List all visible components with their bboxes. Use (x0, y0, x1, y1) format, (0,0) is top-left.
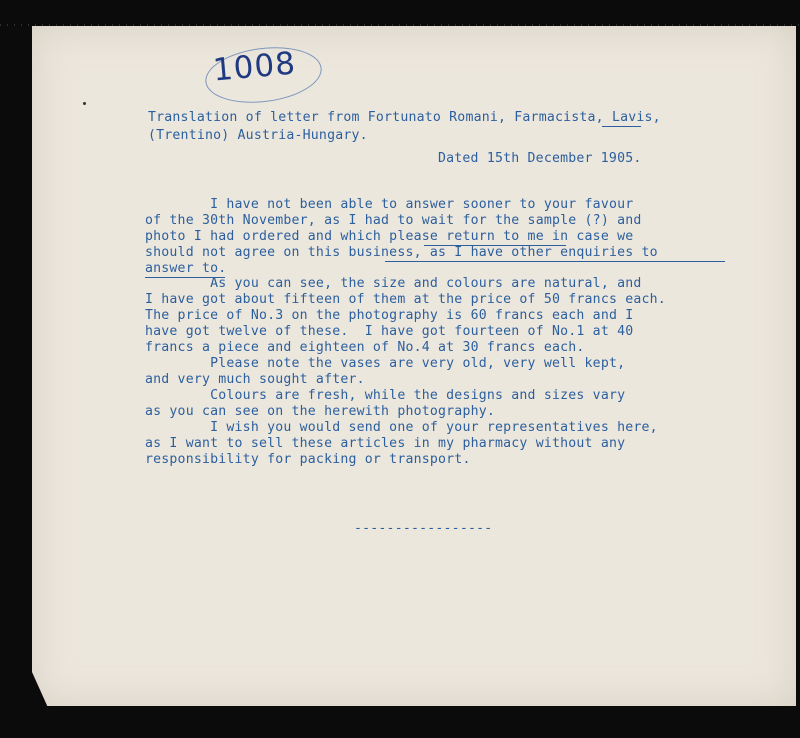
archive-number: 1008 (211, 45, 298, 89)
top-border (0, 0, 800, 26)
body-line-5: answer to. (145, 261, 227, 276)
ruler-edge (0, 24, 800, 26)
underline-lavis (602, 126, 641, 127)
body-line-7: I have got about fifteen of them at the price of 50 francs each. (145, 292, 666, 307)
heading-line-2: (Trentino) Austria-Hungary. (148, 128, 368, 143)
date-line: Dated 15th December 1905. (438, 151, 642, 166)
body-line-3: photo I had ordered and which please return to me in case we (145, 229, 634, 244)
closing-separator: ----------------- (354, 521, 493, 536)
body-line-14: as you can see on the herewith photography. (145, 404, 496, 419)
body-line-9: have got twelve of these. I have got fourteen of No.1 at 40 (145, 324, 634, 339)
paper-mark (83, 102, 86, 105)
heading-line-1: Translation of letter from Fortunato Romani, Farmacista, Lavis, (148, 110, 661, 125)
body-line-1: I have not been able to answer sooner to your favour (145, 197, 634, 212)
body-line-2: of the 30th November, as I had to wait for the sample (?) and (145, 213, 642, 228)
body-line-13: Colours are fresh, while the designs and sizes vary (145, 388, 626, 403)
body-line-4: should not agree on this business, as I have other enquiries to (145, 245, 658, 260)
underline-other-enquiries (385, 261, 725, 262)
body-line-16: as I want to sell these articles in my pharmacy without any (145, 436, 626, 451)
body-line-11: Please note the vases are very old, very well kept, (145, 356, 626, 371)
body-line-15: I wish you would send one of your representatives here, (145, 420, 658, 435)
body-line-10: francs a piece and eighteen of No.4 at 30 francs each. (145, 340, 585, 355)
body-line-6: As you can see, the size and colours are natural, and (145, 276, 642, 291)
body-line-17: responsibility for packing or transport. (145, 452, 471, 467)
body-line-12: and very much sought after. (145, 372, 365, 387)
body-line-8: The price of No.3 on the photography is 60 francs each and I (145, 308, 634, 323)
